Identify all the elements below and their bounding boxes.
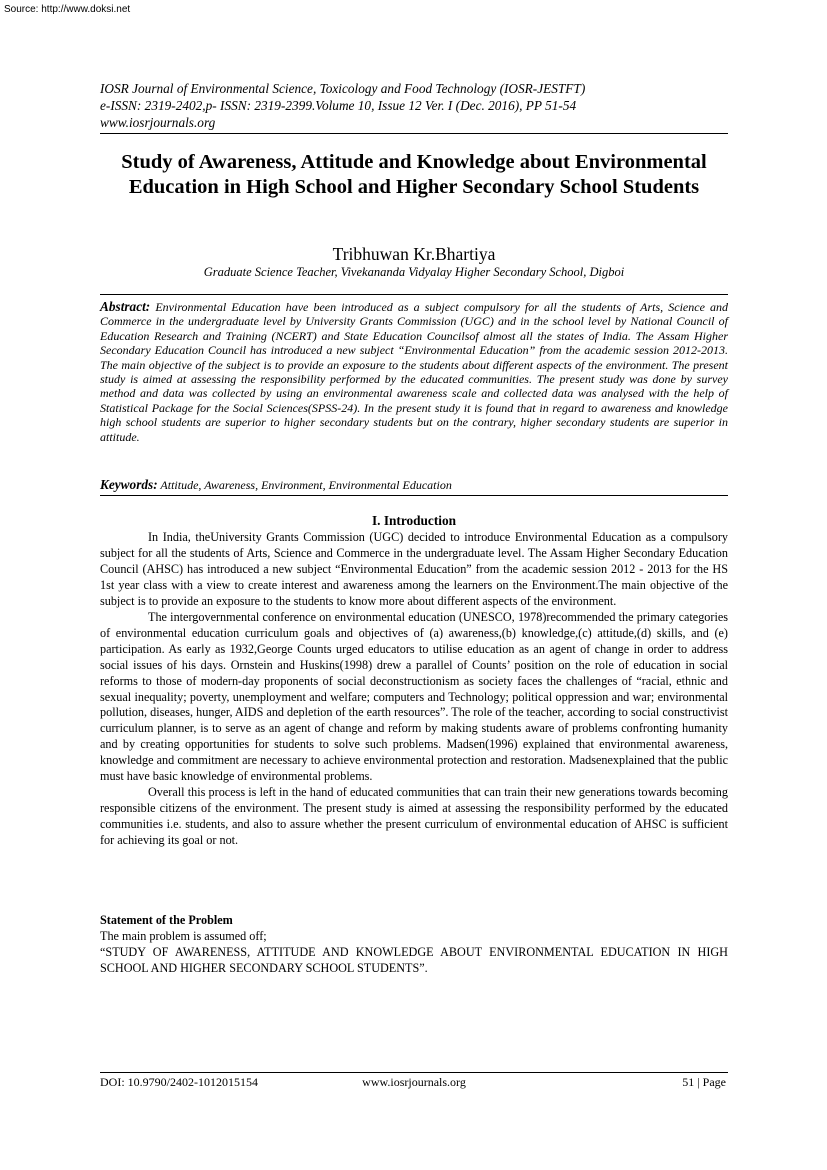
journal-issn: e-ISSN: 2319-2402,p- ISSN: 2319-2399.Volume 10, Issue 12 Ver. I (Dec. 2016), PP 51-54 (100, 98, 577, 113)
footer-divider (100, 1072, 728, 1073)
abstract-bottom-divider (100, 495, 728, 496)
paragraph: In India, theUniversity Grants Commission (UGC) decided to introduce Environmental Education as a compulsory subject for all the students of Arts, Science and Commerce in the undergraduate level. The Assam Higher Secondary Education Council (AHSC) has introduced a new subject “Environmental Education” from the academic session 2012 - 2013 for the HS 1st year class with a view to create interest and awareness among the learners on the Environment.The main objective of the subject is to provide an exposure to the students to know more about different aspects of the environment. (100, 530, 728, 608)
section-heading-introduction: I. Introduction (372, 513, 456, 528)
problem-statement-section (100, 912, 728, 976)
problem-heading: Statement of the Problem (100, 913, 233, 927)
journal-title: IOSR Journal of Environmental Science, Toxicology and Food Technology (IOSR-JESTFT) (100, 81, 586, 96)
abstract (100, 300, 728, 444)
header-divider (100, 133, 728, 134)
keywords (100, 477, 728, 493)
source-label: Source: http://www.doksi.net (4, 4, 131, 15)
abstract-text: Environmental Education have been introduced as a subject compulsory for all the students of Arts, Science and Commerce in the undergraduate level by University Grants Commission (UGC) and in the school level by National Council of Education Research and Training (NCERT) and State Education Councilsof almost all the states of India. The Assam Higher Secondary Education Council has introduced a new subject “Environmental Education” from the academic session 2012-2013. The main objective of the subject is to provide an exposure to the students about different aspects of the environment. The present study is aimed at assessing the responsibility performed by the educated communities. The present study was done by survey method and data was collected by using an environmental awareness scale and collected data was analysed with the help of Statistical Package for the Social Sciences(SPSS-24). In the present study it is found that in regard to awareness and knowledge high school students are superior to higher secondary students but on the contrary, higher secondary students are superior in attitude. (100, 300, 729, 444)
page-number: 51 | Page (682, 1075, 726, 1089)
author-affiliation: Graduate Science Teacher, Vivekananda Vidyalay Higher Secondary School, Digboi (203, 265, 625, 279)
problem-statement: “STUDY OF AWARENESS, ATTITUDE AND KNOWLEDGE ABOUT ENVIRONMENTAL EDUCATION IN HIGH SCHOOL AND HIGHER SECONDARY SCHOOL STUDENTS”. (100, 945, 728, 975)
paragraph: The intergovernmental conference on environmental education (UNESCO, 1978)recommended the primary categories of environmental education curriculum goals and objectives of (a) awareness,(b) knowledge,(c) attitude,(d) skills, and (e) participation. As early as 1932,George Counts urged educators to utilise education as an agent of change in order to address social issues of his days. Ornstein and Huskins(1998) drew a parallel of Counts’ position on the role of education in social reforms to those of modern-day proponents of social deconstructionism as society faces the challenges of “racial, ethnic and sexual inequality; poverty, unemployment and welfare; computers and Technology; political oppression and war; environmental pollution, diseases, hunger, AIDS and depletion of the earth resources”. The role of the teacher, according to social constructivist curriculum planner, is to serve as an agent of change and reform by making students aware of problems confronting humanity and by creating opportunities for students to solve such problems. Madsen(1996) explained that environmental awareness, knowledge and commitment are necessary to achieve environmental protection and restoration. Madsenexplained that the public must have basic knowledge of environmental problems. (100, 609, 728, 784)
footer-doi: DOI: 10.9790/2402-1012015154 (100, 1075, 258, 1089)
paragraph: Overall this process is left in the hand of educated communities that can train their new generations towards becoming responsible citizens of the environment. The present study is aimed at assessing the responsibility performed by the educated communities i.e. students, and also to assure whether the present curriculum of environmental education of AHSC is sufficient for achieving its goal or not. (100, 785, 728, 848)
problem-intro: The main problem is assumed off; (100, 929, 267, 943)
keywords-label: Keywords: (100, 477, 158, 492)
abstract-label: Abstract: (100, 299, 151, 314)
journal-url: www.iosrjournals.org (100, 115, 216, 130)
introduction-body (100, 530, 728, 849)
author-name: Tribhuwan Kr.Bhartiya (332, 244, 496, 264)
abstract-top-divider (100, 294, 728, 295)
footer-site: www.iosrjournals.org (362, 1075, 466, 1089)
journal-header (100, 80, 728, 131)
keywords-text: Attitude, Awareness, Environment, Environmental Education (160, 478, 452, 492)
paper-title: Study of Awareness, Attitude and Knowledge about Environmental Education in High School and Higher Secondary School Students (121, 151, 707, 198)
